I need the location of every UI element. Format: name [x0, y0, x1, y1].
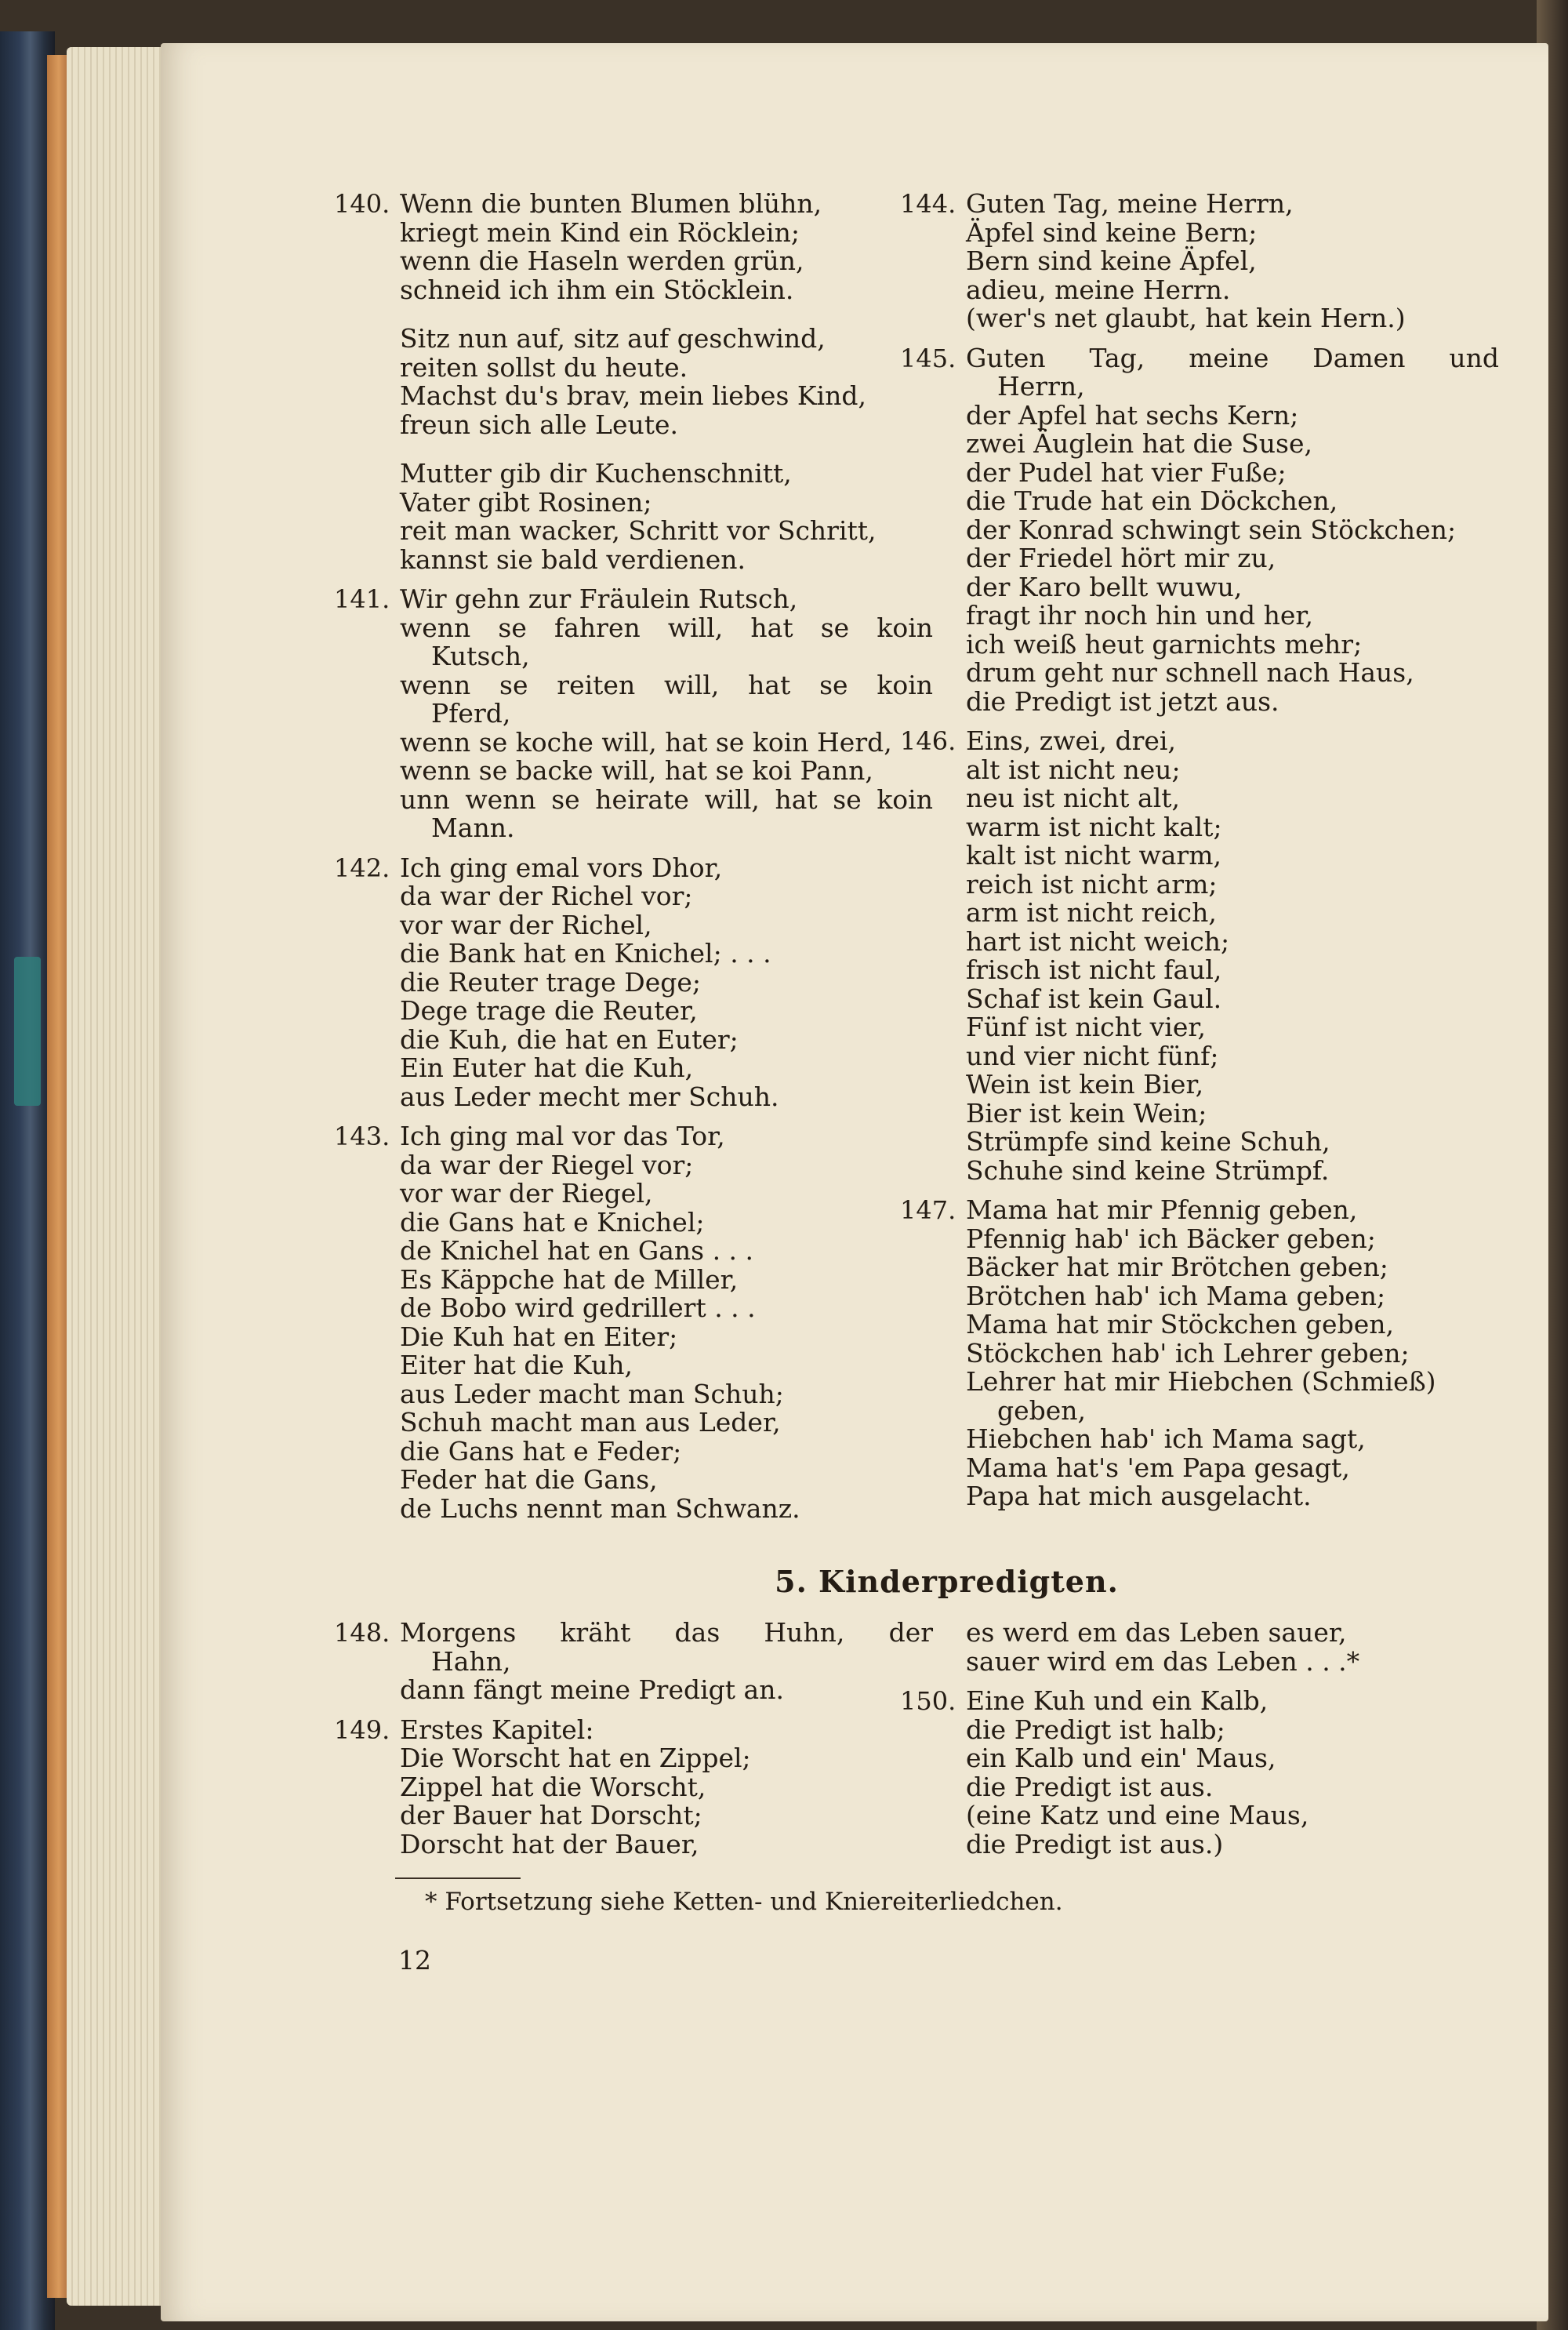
verse-line: Brötchen hab' ich Mama geben;: [966, 1280, 1386, 1311]
verse-line: Bier ist kein Wein;: [966, 1097, 1207, 1129]
page-stack: [67, 47, 176, 2306]
verse-entry: [334, 852, 933, 1112]
verse-line: Strümpfe sind keine Schuh,: [966, 1126, 1330, 1157]
verse-line: der Konrad schwingt sein Stöckchen;: [966, 514, 1457, 545]
verse-line: Dege trage die Reuter,: [400, 995, 698, 1026]
verse-line: Herrn,: [997, 371, 1085, 402]
verse-line: Mutter gib dir Kuchenschnitt,: [400, 458, 792, 489]
verse-line: ich weiß heut garnichts mehr;: [966, 628, 1363, 660]
verse-line: Guten Tag, meine Damen und: [966, 342, 1499, 373]
verse-line: kalt ist nicht warm,: [966, 840, 1221, 871]
verse-line: Fünf ist nicht vier,: [966, 1012, 1207, 1042]
verse-line: der Pudel hat vier Fuße;: [966, 456, 1287, 488]
verse-line: die Kuh, die hat en Euter;: [400, 1023, 739, 1055]
verse-line: Eine Kuh und ein Kalb,: [966, 1685, 1269, 1716]
upper-right-column: [900, 188, 1499, 1511]
verse-line: reit man wacker, Schritt vor Schritt,: [400, 515, 877, 546]
verse-line: Eiter hat die Kuh,: [400, 1350, 633, 1380]
verse-line: wenn se fahren will, hat se koin: [400, 612, 933, 643]
verse-line: reich ist nicht arm;: [966, 868, 1218, 900]
verse-line: Äpfel sind keine Bern;: [966, 216, 1258, 248]
stanza-gap: [400, 439, 933, 460]
verse-line: die Trude hat ein Döckchen,: [966, 485, 1338, 516]
verse-line: kannst sie bald verdienen.: [400, 543, 746, 575]
verse-line: de Bobo wird gedrillert . . .: [400, 1292, 756, 1323]
verse-number: 148.: [334, 1618, 390, 1648]
verse-line: Schuh macht man aus Leder,: [400, 1407, 781, 1438]
verse-line: ein Kalb und ein' Maus,: [966, 1743, 1276, 1773]
verse-line: der Apfel hat sechs Kern;: [966, 399, 1299, 431]
verse-line: Es Käppche hat de Miller,: [400, 1263, 739, 1295]
verse-line: freun sich alle Leute.: [400, 409, 679, 440]
verse-line: alt ist nicht neu;: [966, 754, 1181, 785]
verse-line: Hahn,: [431, 1645, 511, 1677]
verse-line: frisch ist nicht faul,: [966, 954, 1222, 985]
verse-entry: [334, 1617, 933, 1705]
verse-line: neu ist nicht alt,: [966, 783, 1181, 813]
verse-number: 143.: [334, 1121, 390, 1151]
verse-number: 147.: [900, 1195, 956, 1225]
verse-line: Bern sind keine Äpfel,: [966, 245, 1257, 276]
verse-line: Ein Euter hat die Kuh,: [400, 1052, 694, 1083]
verse-line: reiten sollst du heute.: [400, 351, 688, 383]
verse-line: de Knichel hat en Gans . . .: [400, 1235, 754, 1266]
verse-line: die Reuter trage Dege;: [400, 966, 701, 998]
verse-number: 146.: [900, 726, 956, 756]
verse-line: zwei Äuglein hat die Suse,: [966, 428, 1312, 459]
verse-line: Zippel hat die Worscht,: [400, 1771, 706, 1802]
verse-line: die Predigt ist jetzt aus.: [966, 685, 1279, 717]
verse-line: die Gans hat e Feder;: [400, 1435, 682, 1467]
verse-line: sauer wird em das Leben . . .*: [966, 1645, 1360, 1677]
verse-line: Feder hat die Gans,: [400, 1464, 658, 1495]
verse-line: Wir gehn zur Fräulein Rutsch,: [400, 583, 798, 614]
verse-line: geben,: [997, 1394, 1087, 1426]
verse-line: Wein ist kein Bier,: [966, 1069, 1204, 1100]
verse-line: die Predigt ist halb;: [966, 1714, 1225, 1745]
verse-entry: [334, 188, 933, 575]
verse-line: Morgens kräht das Huhn, der: [400, 1617, 933, 1648]
verse-line: Stöckchen hab' ich Lehrer geben;: [966, 1337, 1410, 1369]
verse-entry: [900, 188, 1499, 333]
lower-left-column: [334, 1617, 933, 1859]
verse-line: Die Worscht hat en Zippel;: [400, 1743, 751, 1773]
footnote: * Fortsetzung siehe Ketten- und Kniereiterliedchen.: [425, 1888, 1063, 1916]
verse-line: warm ist nicht kalt;: [966, 811, 1222, 842]
lower-right-column: [900, 1617, 1499, 1859]
verse-line: Pferd,: [431, 698, 511, 729]
verse-line: da war der Richel vor;: [400, 881, 693, 911]
verse-line: fragt ihr noch hin und her,: [966, 600, 1314, 631]
page-number: 12: [398, 1945, 431, 1976]
verse-line: unn wenn se heirate will, hat se koin: [400, 783, 933, 815]
verse-line: Pfennig hab' ich Bäcker geben;: [966, 1223, 1376, 1254]
verse-line: Schaf ist kein Gaul.: [966, 983, 1222, 1014]
verse-line: wenn se koche will, hat se koin Herd,: [400, 726, 892, 758]
verse-line: vor war der Riegel,: [400, 1178, 653, 1209]
verse-line: Hiebchen hab' ich Mama sagt,: [966, 1423, 1366, 1454]
verse-entry: [900, 342, 1499, 717]
verse-line: wenn se backe will, hat se koi Pann,: [400, 755, 873, 786]
verse-line: (wer's net glaubt, hat kein Hern.): [966, 303, 1406, 333]
verse-entry: [334, 1714, 933, 1859]
verse-entry: [900, 725, 1499, 1186]
verse-line: dann fängt meine Predigt an.: [400, 1674, 784, 1705]
verse-line: adieu, meine Herrn.: [966, 274, 1231, 305]
section-title: 5. Kinderpredigten.: [775, 1564, 1119, 1599]
verse-line: Machst du's brav, mein liebes Kind,: [400, 380, 866, 411]
stanza-gap: [400, 304, 933, 325]
verse-line: wenn se reiten will, hat se koin: [400, 669, 933, 700]
footnote-rule: [395, 1877, 521, 1879]
verse-line: Ich ging emal vors Dhor,: [400, 852, 723, 883]
verse-line: Erstes Kapitel:: [400, 1714, 594, 1745]
verse-line: arm ist nicht reich,: [966, 897, 1217, 928]
verse-entry: [334, 1121, 933, 1524]
verse-line: Lehrer hat mir Hiebchen (Schmieß): [966, 1366, 1436, 1397]
verse-line: Wenn die bunten Blumen blühn,: [400, 188, 822, 219]
verse-entry: [900, 1194, 1499, 1511]
verse-line: Sitz nun auf, sitz auf geschwind,: [400, 323, 826, 354]
verse-line: de Luchs nennt man Schwanz.: [400, 1492, 800, 1524]
verse-line: und vier nicht fünf;: [966, 1040, 1219, 1071]
verse-line: kriegt mein Kind ein Röcklein;: [400, 216, 800, 248]
upper-left-column: [334, 188, 933, 1524]
verse-line: Mama hat mir Pfennig geben,: [966, 1194, 1358, 1225]
verse-line: Bäcker hat mir Brötchen geben;: [966, 1252, 1388, 1282]
verse-line: der Friedel hört mir zu,: [966, 543, 1276, 573]
verse-entry: [900, 1685, 1499, 1859]
verse-line: Guten Tag, meine Herrn,: [966, 188, 1294, 219]
verse-line: der Bauer hat Dorscht;: [400, 1800, 702, 1830]
verse-line: vor war der Richel,: [400, 909, 652, 940]
verse-entry: [334, 583, 933, 843]
verse-line: die Gans hat e Knichel;: [400, 1206, 705, 1238]
verse-line: drum geht nur schnell nach Haus,: [966, 657, 1414, 688]
verse-line: der Karo bellt wuwu,: [966, 571, 1243, 602]
verse-line: Dorscht hat der Bauer,: [400, 1828, 699, 1859]
verse-number: 144.: [900, 189, 956, 219]
verse-line: aus Leder macht man Schuh;: [400, 1378, 784, 1409]
verse-line: Papa hat mich ausgelacht.: [966, 1481, 1312, 1511]
verse-line: Mann.: [431, 812, 515, 843]
verse-number: 142.: [334, 852, 390, 883]
verse-number: 150.: [900, 1686, 956, 1716]
verse-line: Schuhe sind keine Strümpf.: [966, 1154, 1330, 1186]
verse-line: Kutsch,: [431, 641, 530, 671]
verse-line: da war der Riegel vor;: [400, 1149, 694, 1180]
verse-line: Mama hat mir Stöckchen geben,: [966, 1309, 1394, 1339]
verse-line: Vater gibt Rosinen;: [400, 486, 652, 518]
verse-entry: [966, 1619, 1499, 1676]
verse-line: die Predigt ist aus.: [966, 1771, 1214, 1802]
verse-line: (eine Katz und eine Maus,: [966, 1800, 1309, 1830]
verse-line: Ich ging mal vor das Tor,: [400, 1121, 725, 1151]
verse-line: die Bank hat en Knichel; . . .: [400, 938, 771, 969]
verse-line: Die Kuh hat en Eiter;: [400, 1321, 678, 1352]
verse-number: 141.: [334, 584, 390, 614]
verse-line: schneid ich ihm ein Stöcklein.: [400, 274, 794, 305]
verse-line: hart ist nicht weich;: [966, 925, 1230, 957]
verse-line: die Predigt ist aus.): [966, 1828, 1224, 1859]
verse-line: Eins, zwei, drei,: [966, 725, 1176, 756]
verse-number: 145.: [900, 343, 956, 373]
verse-number: 140.: [334, 189, 390, 219]
verse-line: wenn die Haseln werden grün,: [400, 245, 804, 276]
verse-line: aus Leder mecht mer Schuh.: [400, 1081, 779, 1112]
verse-line: Mama hat's 'em Papa gesagt,: [966, 1452, 1350, 1483]
verse-line: es werd em das Leben sauer,: [966, 1617, 1347, 1648]
verse-number: 149.: [334, 1714, 390, 1745]
